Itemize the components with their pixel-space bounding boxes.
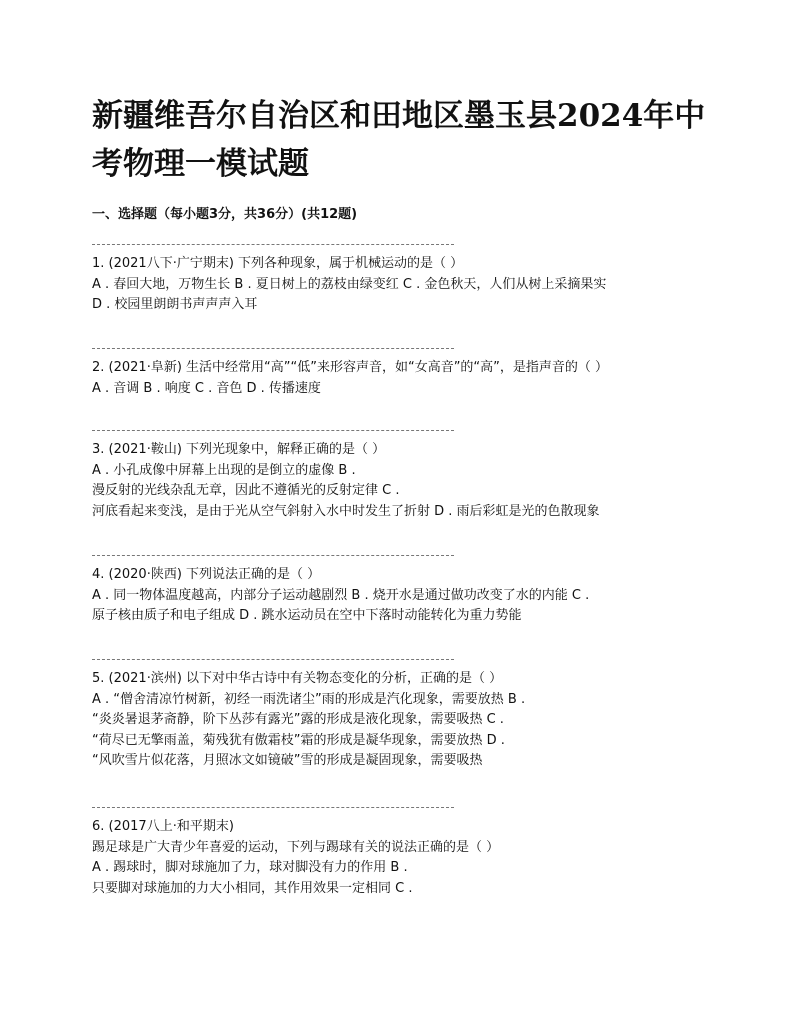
- question-line: 6. (2017八上·和平期末): [92, 819, 234, 834]
- question-line: A . 音调 B . 响度 C . 音色 D . 传播速度: [92, 380, 321, 396]
- question-line: D . 校园里朗朗书声声声入耳: [92, 297, 258, 312]
- question-line: A . 同一物体温度越高，内部分子运动越剧烈 B . 烧开水是通过做功改变了水的内能 C .: [92, 587, 590, 603]
- question-line: “荷尽已无擎雨盖，菊残犹有傲霜枝”霜的形成是凝华现象，需要放热 D .: [92, 732, 505, 748]
- question-line: 原子核由质子和电子组成 D . 跳水运动员在空中下落时动能转化为重力势能: [92, 608, 522, 623]
- question-line: A . “僧舍清凉竹树新，初经一雨洗诸尘”雨的形成是汽化现象，需要放热 B .: [92, 691, 526, 707]
- document-title: [92, 92, 742, 188]
- question-line: A . 春回大地，万物生长 B . 夏日树上的荔枝由绿变红 C . 金色秋天，人们从树上采摘果实: [92, 276, 607, 292]
- question-4: [92, 555, 782, 627]
- question-separator: [92, 430, 454, 431]
- section-heading: 一、选择题（每小题3分，共36分）(共12题): [92, 207, 358, 222]
- question-separator: [92, 244, 454, 245]
- question-line: 漫反射的光线杂乱无章，因此不遵循光的反射定律 C .: [92, 483, 400, 498]
- question-line: A . 小孔成像中屏幕上出现的是倒立的虚像 B .: [92, 462, 356, 478]
- question-separator: [92, 348, 454, 349]
- question-3: [92, 430, 782, 522]
- question-line: 4. (2020·陕西) 下列说法正确的是（ ）: [92, 567, 321, 582]
- question-line: 河底看起来变浅，是由于光从空气斜射入水中时发生了折射 D . 雨后彩虹是光的色散现象: [92, 503, 600, 519]
- question-separator: [92, 555, 454, 556]
- question-separator: [92, 807, 454, 808]
- question-line: 5. (2021·滨州) 以下对中华古诗中有关物态变化的分析，正确的是（ ）: [92, 671, 503, 686]
- question-line: 踢足球是广大青少年喜爱的运动，下列与踢球有关的说法正确的是（ ）: [92, 839, 500, 855]
- question-line: A . 踢球时，脚对球施加了力，球对脚没有力的作用 B .: [92, 860, 408, 875]
- question-line: 2. (2021·阜新) 生活中经常用“高”“低”来形容声音，如“女高音”的“高”，是指声音的（ ）: [92, 360, 609, 375]
- question-line: 只要脚对球施加的力大小相同，其作用效果一定相同 C .: [92, 880, 413, 896]
- question-line: 1. (2021八下·广宁期末) 下列各种现象，属于机械运动的是（ ）: [92, 256, 464, 271]
- question-line: “炎炎暑退茅斋静，阶下丛莎有露光”露的形成是液化现象，需要吸热 C .: [92, 712, 504, 727]
- question-2: [92, 348, 782, 399]
- question-1: [92, 244, 782, 316]
- title-line-1: 新疆维吾尔自治区和田地区墨玉县2024年中: [92, 98, 706, 134]
- question-6: [92, 807, 782, 899]
- question-5: [92, 659, 782, 772]
- question-line: “风吹雪片似花落，月照冰文如镜破”雪的形成是凝固现象，需要吸热: [92, 753, 483, 768]
- question-line: 3. (2021·鞍山) 下列光现象中，解释正确的是（ ）: [92, 442, 386, 457]
- title-line-2: 考物理一模试题: [92, 146, 309, 182]
- question-separator: [92, 659, 454, 660]
